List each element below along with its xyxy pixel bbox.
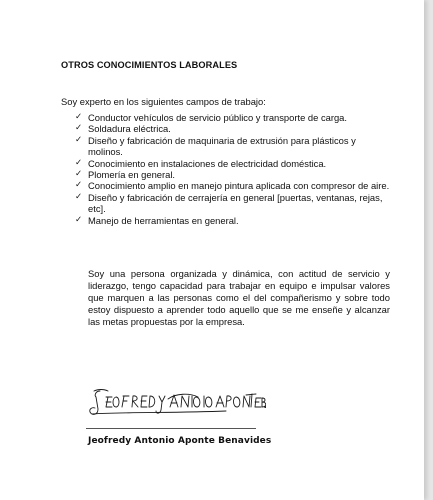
list-item-text: Plomería en general. (88, 169, 176, 181)
checkmark-icon: ✓ (75, 134, 83, 145)
list-item-text: Soldadura eléctrica. (88, 123, 171, 135)
list-item (61, 192, 391, 215)
list-item (61, 112, 391, 123)
list-item-text: Conocimiento en instalaciones de electricidad doméstica. (88, 157, 327, 169)
section-heading: OTROS CONOCIMIENTOS LABORALES (61, 60, 238, 70)
list-item-text: Diseño y fabricación de maquinaria de extrusión para plásticos y molinos. (88, 134, 356, 158)
checkmark-icon: ✓ (75, 214, 83, 225)
checkmark-icon: ✓ (75, 157, 83, 168)
intro-text: Soy experto en los siguientes campos de trabajo: (61, 96, 266, 107)
list-item (61, 123, 391, 134)
list-item (61, 169, 391, 180)
skills-list (61, 112, 391, 226)
list-item (61, 215, 391, 226)
list-item-text: Conductor vehículos de servicio público y transporte de carga. (88, 112, 347, 123)
list-item-text: Manejo de herramientas en general. (88, 214, 239, 226)
list-item (61, 180, 391, 191)
checkmark-icon: ✓ (75, 123, 83, 134)
list-item-text: Conocimiento amplio en manejo pintura aplicada con compresor de aire. (88, 180, 390, 192)
checkmark-icon: ✓ (75, 180, 83, 191)
list-item (61, 158, 391, 169)
list-item (61, 135, 391, 158)
list-item-text: Diseño y fabricación de cerrajería en general [puertas, ventanas, rejas, etc]. (88, 191, 383, 215)
profile-paragraph: Soy una persona organizada y dinámica, con actitud de servicio y liderazgo, tengo capacidad para trabajar en equipo e impulsar valores que marquen a las personas como el del compañerismo y sobre todo estoy dispuesto a aprender todo aquello que se me enseñe y alcanzar las metas propuestas por la empresa. (88, 268, 390, 328)
signature-line (86, 428, 256, 429)
signer-name: Jeofredy Antonio Aponte Benavides (88, 436, 272, 446)
handwritten-signature (86, 383, 266, 421)
checkmark-icon: ✓ (75, 191, 83, 202)
checkmark-icon: ✓ (75, 169, 83, 180)
checkmark-icon: ✓ (75, 112, 83, 122)
